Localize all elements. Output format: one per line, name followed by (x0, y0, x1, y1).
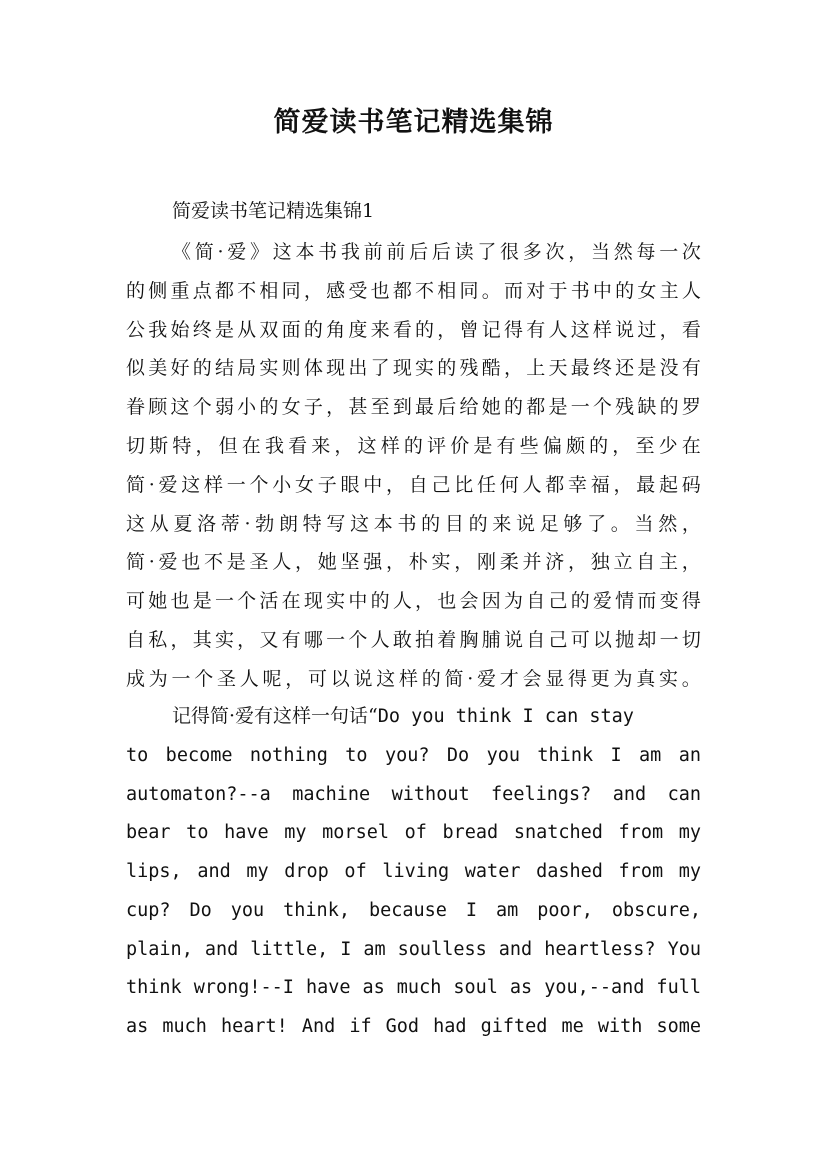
paragraph-1-line: 的 侧 重 点 都 不 相 同 ， 感 受 也 都 不 相 同 。 而 对 于 书 中 的 女 主 人 (126, 279, 701, 302)
paragraph-1-line: 似 美 好 的 结 局 实 则 体 现 出 了 现 实 的 残 酷 ， 上 天 最 终 还 是 没 有 (126, 357, 701, 380)
paragraph-2-first-cjk: 记得简·爱有这样一句话“ (172, 705, 378, 727)
section-heading: 简爱读书笔记精选集锦1 (172, 200, 375, 222)
paragraph-1-line: 眷 顾 这 个 弱 小 的 女 子 ， 甚 至 到 最 后 给 她 的 都 是 一 个 残 缺 的 罗 (126, 396, 701, 419)
paragraph-1-line: 切 斯 特 ， 但 在 我 看 来 ， 这 样 的 评 价 是 有 些 偏 颇 的 ， 至 少 在 (126, 435, 701, 457)
paragraph-2-first-latin: Do you think I can stay (377, 706, 634, 727)
paragraph-2-line: plain, and little, I am soulless and heartless? You (126, 938, 701, 960)
paragraph-1-line: 《 简 · 爱 》 这 本 书 我 前 前 后 后 读 了 很 多 次 ， 当 然 每 一 次 (172, 241, 701, 263)
paragraph-1-line: 可 她 也 是 一 个 活 在 现 实 中 的 人 ， 也 会 因 为 自 己 的 爱 情 而 变 得 (126, 590, 701, 613)
document-title: 简爱读书笔记精选集锦 (273, 107, 554, 138)
paragraph-2-line: bear to have my morsel of bread snatched from my (126, 822, 701, 844)
paragraph-1-line: 这 从 夏 洛 蒂 · 勃 朗 特 写 这 本 书 的 目 的 来 说 足 够 了 。 当 然 ， (126, 512, 701, 535)
paragraph-2-line: as much heart! And if God had gifted me with some (126, 1015, 701, 1037)
paragraph-1-line: 自 私 ， 其 实 ， 又 有 哪 一 个 人 敢 拍 着 胸 脯 说 自 己 可 以 抛 却 一 切 (126, 629, 701, 651)
paragraph-2-line: cup? Do you think, because I am poor, obscure, (126, 899, 701, 921)
paragraph-1-line: 简 · 爱 也 不 是 圣 人 ， 她 坚 强 ， 朴 实 ， 刚 柔 并 济 ， 独 立 自 主 ， (126, 551, 701, 574)
paragraph-2-line: automaton?--a machine without feelings? and can (126, 783, 701, 805)
paragraph-1-line: 成 为 一 个 圣 人 呢 ， 可 以 说 这 样 的 简 · 爱 才 会 显 得 更 为 真 实 。 (126, 667, 701, 690)
paragraph-2-line: to become nothing to you? Do you think I am an (126, 745, 701, 766)
paragraph-1-line: 公 我 始 终 是 从 双 面 的 角 度 来 看 的 ， 曾 记 得 有 人 这 样 说 过 ， 看 (126, 318, 701, 341)
paragraph-1-line: 简 · 爱 这 样 一 个 小 女 子 眼 中 ， 自 己 比 任 何 人 都 幸 福 ， 最 起 码 (126, 473, 701, 496)
paragraph-2-line: think wrong!--I have as much soul as you,--and full (126, 977, 701, 999)
paragraph-2-first-line (172, 697, 701, 736)
paragraph-2-line: lips, and my drop of living water dashed from my (126, 861, 701, 883)
